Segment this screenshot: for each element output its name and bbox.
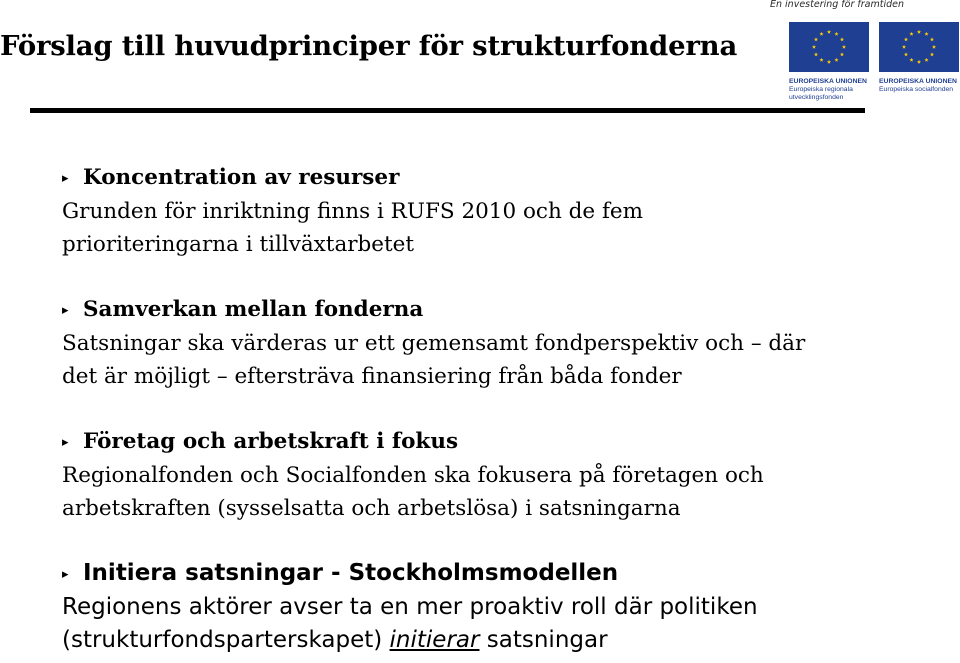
section-text-line: Regionalfonden och Socialfonden ska fokusera på företagen och — [62, 463, 764, 488]
eu-flag-icon — [789, 22, 869, 72]
eu-logo-line2: Europeiska socialfonden — [879, 86, 954, 93]
section-text-line — [62, 624, 942, 657]
section-heading: Koncentration av resurser — [83, 165, 400, 190]
section-text-line: prioriteringarna i tillväxtarbetet — [62, 232, 415, 257]
eu-tagline: En investering för framtiden — [770, 0, 904, 10]
section-text-line: Regionens aktörer avser ta en mer proaktiv roll där politiken — [62, 594, 758, 620]
text-prefix: (strukturfondsparterskapet) — [62, 627, 390, 653]
slide-content — [62, 161, 942, 657]
bullet-arrow-icon: ▸ — [62, 171, 69, 186]
section-koncentration — [62, 161, 942, 261]
section-text-line: Satsningar ska värderas ur ett gemensamt fondperspektiv och – där — [62, 331, 806, 356]
section-heading: Initiera satsningar - Stockholmsmodellen — [83, 560, 619, 586]
text-suffix: satsningar — [479, 627, 608, 653]
page-title: Förslag till huvudprinciper för strukturfonderna — [0, 30, 738, 62]
title-divider — [30, 108, 865, 113]
section-samverkan — [62, 293, 942, 393]
section-text-line: Grunden för inriktning finns i RUFS 2010 och de fem — [62, 199, 644, 224]
section-heading: Företag och arbetskraft i fokus — [83, 429, 459, 454]
section-initiera — [62, 557, 942, 657]
eu-logo-esf — [879, 22, 959, 94]
emphasized-word: initierar — [389, 627, 480, 653]
bullet-arrow-icon: ▸ — [62, 303, 69, 318]
section-text-line: arbetskraften (sysselsatta och arbetslösa) i satsningarna — [62, 496, 681, 521]
bullet-arrow-icon: ▸ — [62, 567, 69, 582]
section-text-line: det är möjligt – eftersträva finansiering från båda fonder — [62, 364, 682, 389]
eu-logo-line3: utvecklingsfonden — [789, 94, 844, 101]
eu-flag-icon — [879, 22, 959, 72]
section-foretag — [62, 425, 942, 525]
eu-logo-line2: Europeiska regionala — [789, 86, 853, 93]
eu-logo-line1: EUROPEISKA UNIONEN — [879, 78, 957, 85]
bullet-arrow-icon: ▸ — [62, 435, 69, 450]
eu-logo-erdf — [789, 22, 869, 102]
section-heading: Samverkan mellan fonderna — [83, 297, 424, 322]
eu-logo-line1: EUROPEISKA UNIONEN — [789, 78, 867, 85]
